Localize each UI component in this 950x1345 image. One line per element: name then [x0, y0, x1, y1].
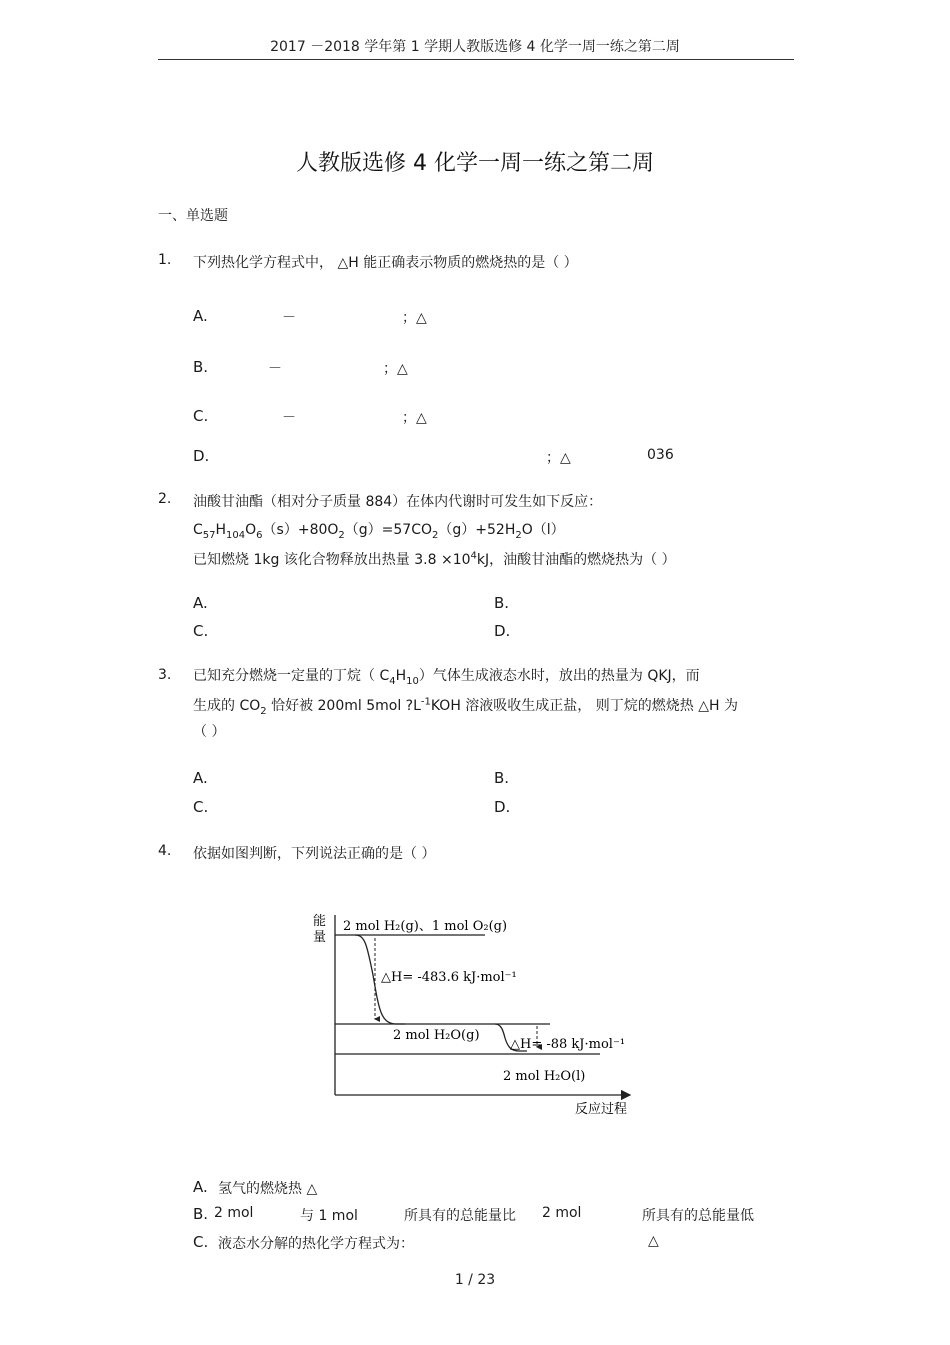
q4-text: 依据如图判断，下列说法正确的是（ ）	[193, 846, 436, 862]
y-axis-label-top: 能	[313, 914, 327, 929]
q3-number: 3.	[158, 667, 172, 683]
q1-option-a-dash: －	[282, 310, 296, 326]
q4-option-b-part4: 2 mol	[542, 1205, 582, 1221]
q3-option-b: B.	[494, 769, 510, 787]
y-axis-label-bottom: 量	[313, 930, 327, 945]
q4-option-c-label: C.	[193, 1233, 209, 1251]
q4-option-b-part3: 所具有的总能量比	[404, 1208, 516, 1224]
q4-option-b-part5: 所具有的总能量低	[642, 1208, 754, 1224]
q4-option-b-label: B.	[193, 1205, 209, 1223]
q1-option-d-label: D.	[193, 447, 210, 465]
q1-option-b-tail: ；△	[383, 361, 408, 377]
q2-text-line1: 油酸甘油酯（相对分子质量 884）在体内代谢时可发生如下反应：	[193, 494, 603, 510]
q1-option-a-label: A.	[193, 307, 208, 325]
q2-equation: $C_{57}H_{104}O_6(s)+80O_2(g)=57CO_2(g)+52H_2O(l)$	[193, 522, 565, 541]
q2-option-b: B.	[494, 594, 510, 612]
q4-option-c-text: 液态水分解的热化学方程式为：	[218, 1236, 414, 1252]
q3-option-c: C.	[193, 798, 209, 816]
label-water-liquid: 2 mol H₂O(l)	[503, 1069, 586, 1084]
q1-option-c-dash: －	[282, 410, 296, 426]
q1-text: 下列热化学方程式中， △H 能正确表示物质的燃烧热的是（ ）	[193, 255, 578, 271]
q1-option-d-tail: ；△	[546, 450, 571, 466]
q3-option-d: D.	[494, 798, 511, 816]
running-header: 2017 －2018 学年第 1 学期人教版选修 4 化学一周一练之第二周	[270, 39, 680, 55]
q2-text-line3: 已知燃烧 1kg 该化合物释放出热量 $3.8 \times 10^4kJ$，油酸甘油酯的燃烧热为（ ）	[193, 550, 676, 568]
q3-option-a: A.	[193, 769, 208, 787]
dh2-label: △H= -88 kJ·mol⁻¹	[510, 1037, 626, 1052]
q3-text-line1: 已知充分燃烧一定量的丁烷（ $C_4H_{10}$）气体生成液态水时，放出的热量为 QKJ，而	[193, 668, 700, 687]
q3-text-line3: （ ）	[193, 724, 226, 740]
q2-option-d: D.	[494, 622, 511, 640]
q4-option-a-text: 氢气的燃烧热 △	[218, 1181, 318, 1197]
q1-option-b-dash: －	[268, 361, 282, 377]
dh1-label: △H= -483.6 kJ·mol⁻¹	[381, 970, 517, 985]
q1-number: 1.	[158, 252, 172, 268]
q4-option-a-label: A.	[193, 1178, 208, 1196]
label-reactants: 2 mol H₂(g)、1 mol O₂(g)	[343, 919, 508, 934]
q4-option-c-tail: △	[648, 1233, 659, 1249]
q4-number: 4.	[158, 843, 172, 859]
page-number: 1 / 23	[454, 1272, 496, 1288]
q1-option-d-value: 036	[647, 447, 674, 463]
q4-option-b-part1: 2 mol	[214, 1205, 254, 1221]
q2-option-c: C.	[193, 622, 209, 640]
q2-number: 2.	[158, 491, 172, 507]
label-water-gas: 2 mol H₂O(g)	[393, 1028, 480, 1043]
q4-option-b-part2: 与 1 mol	[300, 1208, 358, 1224]
q1-option-c-label: C.	[193, 407, 209, 425]
q1-option-c-tail: ；△	[402, 410, 427, 426]
energy-level-diagram	[305, 905, 650, 1120]
q2-option-a: A.	[193, 594, 208, 612]
page-title: 人教版选修 4 化学一周一练之第二周	[296, 151, 654, 176]
q1-option-a-tail: ；△	[402, 310, 427, 326]
q1-option-b-label: B.	[193, 358, 209, 376]
q3-text-line2: 生成的 $CO_2$ 恰好被 200ml 5mol $?L^{-1}KOH$ 溶液吸收生成正盐， 则丁烷的燃烧热 △H 为	[193, 696, 738, 717]
section-heading: 一、单选题	[158, 208, 228, 224]
header-rule	[158, 59, 794, 60]
x-axis-label: 反应过程	[575, 1102, 628, 1117]
